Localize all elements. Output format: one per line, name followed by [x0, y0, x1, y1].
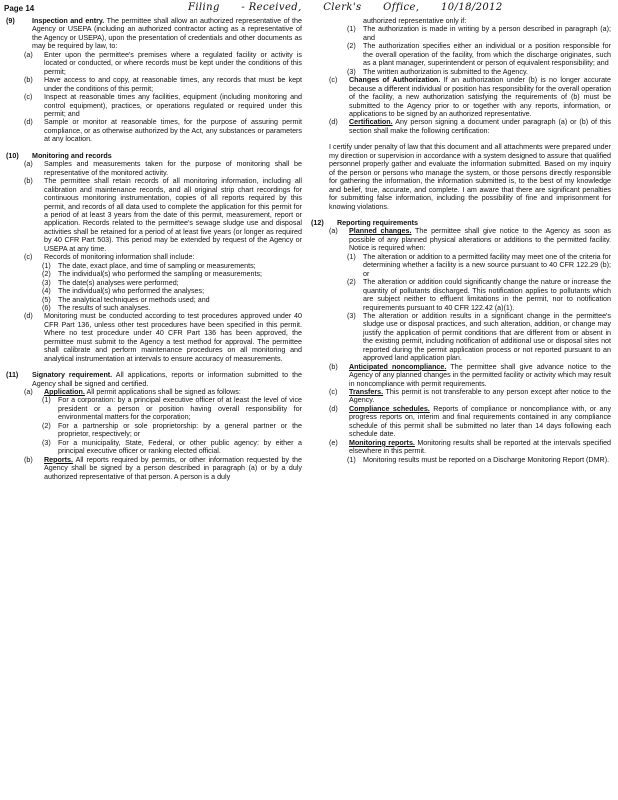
section-11b-heading: Reports.: [44, 455, 73, 464]
section-10b-label: (b): [24, 177, 33, 186]
list-item-text: The alteration or addition results in a significant change in the permittee's sludge use or disposal practices, and such alteration, addition, or change may justify the application of permit conditions that are different from or absent in the existing permit, including notification of additional use or disposal sites not reported during the permit application process or not reported pursuant to an approved land application plan.: [363, 311, 611, 363]
section-10d: [6, 312, 302, 363]
stamp-received: - Received,: [241, 2, 302, 13]
list-item-text: For a partnership or sole proprietorship: by a general partner or the proprietor, respectively; or: [58, 421, 302, 439]
certification-statement: I certify under penalty of law that this document and all attachments were prepared under my direction or supervision in accordance with a system designed to assure that qualified personnel properly gather and evaluate the information submitted. Based on my inquiry of the person or persons who manage the system, or those persons directly responsible for gathering the information, the information submitted is, to the best of my knowledge and belief, true, accurate, and complete. I am aware that there are significant penalties for submitting false information, including the possibility of fine and imprisonment for knowing violations.: [329, 143, 611, 211]
section-11d-label: (d): [329, 118, 338, 127]
list-item-text: The authorization is made in writing by a person described in paragraph (a); and: [363, 25, 611, 42]
left-column: [6, 17, 302, 481]
list-item-text: The date(s) analyses were performed;: [58, 278, 179, 287]
section-11b-label: (b): [24, 455, 33, 464]
section-11: [6, 371, 302, 388]
section-11a-text: All permit applications shall be signed as follows:: [86, 388, 241, 397]
section-12b-label: (b): [329, 362, 338, 371]
stamp-date: 10/18/2012: [441, 2, 503, 13]
section-9-number: (9): [6, 17, 15, 25]
section-12c-label: (c): [329, 388, 338, 397]
list-item-label: (3): [42, 278, 51, 287]
section-10-heading: Monitoring and records: [32, 151, 112, 160]
section-10d-label: (d): [24, 312, 33, 321]
section-12d-label: (d): [329, 404, 338, 413]
section-12d: [311, 405, 611, 439]
list-item-text: The date, exact place, and time of sampling or measurements;: [58, 261, 256, 270]
section-12c: [311, 388, 611, 405]
list-item-label: (3): [347, 67, 356, 76]
section-12e-label: (e): [329, 438, 338, 447]
section-12c-text: This permit is not transferable to any person except after notice to the Agency.: [349, 388, 611, 405]
list-item-text: The analytical techniques or methods used; and: [58, 295, 210, 304]
filing-stamp: [188, 2, 608, 13]
section-12a: [311, 227, 611, 252]
list-item-label: (2): [42, 421, 51, 430]
list-item-label: (1): [42, 261, 51, 270]
right-column: [311, 17, 611, 464]
list-item-label: (2): [347, 278, 356, 287]
section-11b-text: All reports required by permits, or other information requested by the Agency shall be signed by a person described in paragraph (a) or by a duly authorized representative of that person. A person is a duly: [44, 455, 302, 481]
list-item-label: (2): [347, 42, 356, 51]
list-item-text: The alteration or addition could significantly change the nature or increase the quantity of pollutants discharged. This notification applies to pollutants which are subject neither to effluent limitations in the permit, nor to notification requirements pursuant to 40 CFR 122.42 (a)(1).: [363, 278, 611, 312]
section-11-number: (11): [6, 371, 19, 380]
page-number: Page 14: [4, 4, 35, 13]
section-12b-heading: Anticipated noncompliance.: [349, 362, 447, 371]
list-item: [6, 270, 302, 278]
section-9: [6, 17, 302, 51]
section-11a: [6, 388, 302, 396]
section-12d-heading: Compliance schedules.: [349, 404, 430, 413]
section-12a-label: (a): [329, 227, 338, 236]
stamp-clerks: Clerk's: [323, 2, 362, 13]
section-10a: [6, 160, 302, 177]
list-item-text: Monitoring results must be reported on a Discharge Monitoring Report (DMR).: [363, 455, 610, 464]
list-item-text: For a corporation: by a principal executive officer of at least the level of vice president or a person or position having overall responsibility for environmental matters for the corporation;: [58, 396, 302, 422]
list-item: [311, 25, 611, 42]
section-10d-text: Monitoring must be conducted according to test procedures approved under 40 CFR Part 136, unless other test procedures have been specified in this permit. Where no test procedure under 40 CFR Part 136 has been approved, the permittee must submit to the Agency a test method for approval. The permittee shall calibrate and perform maintenance procedures on all monitoring and analytical instrumentation at intervals to ensure accuracy of measurements.: [44, 312, 302, 363]
section-9b-text: Have access to and copy, at reasonable times, any records that must be kept under the conditions of this permit;: [44, 76, 302, 93]
section-9d: [6, 118, 302, 143]
section-9-text: The permittee shall allow an authorized representative of the Agency or USEPA (including an authorized contractor acting as a representative of the Agency or USEPA), upon the presentation of credentials and other documents as may be required by law, to:: [32, 17, 302, 51]
section-12-number: (12): [311, 218, 324, 227]
list-item-label: (1): [347, 252, 356, 261]
section-11a-heading: Application.: [44, 388, 85, 397]
section-12b: [311, 363, 611, 388]
list-item: [311, 42, 611, 67]
list-item: [311, 278, 611, 312]
section-9c-label: (c): [24, 93, 33, 102]
section-11-heading: Signatory requirement.: [32, 371, 113, 380]
section-11b: [6, 456, 302, 481]
section-10b: [6, 177, 302, 253]
section-11c-heading: Changes of Authorization.: [349, 76, 441, 85]
list-item-label: (3): [42, 438, 51, 447]
list-item: [311, 312, 611, 363]
section-10c: [6, 253, 302, 261]
section-9c-text: Inspect at reasonable times any facilities, equipment (including monitoring and control equipment), practices, or operations regulated or required under this permit; and: [44, 93, 302, 118]
section-10b-text: The permittee shall retain records of all monitoring information, including all calibration and maintenance records, and all original strip chart recordings for continuous monitoring instrumentation, copies of all reports required by this permit, and records of all data used to complete the application for this permit for a period of at least 3 years from the date of this permit, measurement, report or application. Records related to the permittee's sewage sludge use and disposal activities shall be retained for a period of at least five years (or longer as required by 40 CFR Part 503). This period may be extended by request of the Agency or USEPA at any time.: [44, 177, 302, 253]
list-item-text: For a municipality, State, Federal, or other public agency: by either a principal executive officer or ranking elected official.: [58, 438, 302, 456]
section-9b: [6, 76, 302, 93]
section-10a-label: (a): [24, 160, 33, 169]
list-item-text: The alteration or addition to a permitted facility may meet one of the criteria for determining whether a facility is a new source pursuant to 40 CFR 122.29 (b); or: [363, 252, 611, 278]
section-10: [6, 152, 302, 160]
section-11c-text: If an authorization under (b) is no longer accurate because a different individual or position has responsibility for the overall operation of the facility, a new authorization satisfying the requirements of (b) must be submitted to the Agency prior to or together with any reports, information, or applications to be signed by an authorized representative.: [349, 76, 612, 118]
list-item: [6, 296, 302, 304]
list-item: [6, 304, 302, 312]
section-12b-text: The permittee shall give advance notice to the Agency of any planned changes in the permitted facility or activity which may result in noncompliance with permit requirements.: [349, 362, 611, 388]
section-11d: [311, 118, 611, 135]
list-item-text: The individual(s) who performed the analyses;: [58, 287, 205, 296]
section-9c: [6, 93, 302, 118]
section-10c-text: Records of monitoring information shall include:: [44, 253, 195, 262]
section-12e: [311, 439, 611, 456]
list-item: [311, 68, 611, 76]
section-9a-text: Enter upon the permittee's premises where a regulated facility or activity is located or conducted, or where records must be kept under the conditions of this permit;: [44, 50, 302, 76]
list-item: [311, 456, 611, 464]
list-item: [6, 287, 302, 295]
section-9d-text: Sample or monitor at reasonable times, for the purpose of assuring permit compliance, or as otherwise authorized by the Act, any substances or parameters at any location.: [44, 118, 302, 144]
list-item: [311, 17, 611, 25]
section-12a-heading: Planned changes.: [349, 227, 412, 236]
section-9d-label: (d): [24, 118, 33, 127]
list-item-text: The authorization specifies either an individual or a position responsible for the overall operation of the facility, from which the discharge originates, such as a plant manager, superintendent or person of equivalent responsibility; and: [363, 42, 611, 68]
list-item-label: (1): [42, 396, 51, 405]
section-11d-heading: Certification.: [349, 118, 393, 127]
section-12-heading: Reporting requirements: [337, 218, 418, 227]
section-9a: [6, 51, 302, 76]
section-11c: [311, 76, 611, 118]
section-12e-heading: Monitoring reports.: [349, 438, 415, 447]
section-12c-heading: Transfers.: [349, 388, 384, 397]
list-item-text: authorized representative only if:: [363, 17, 467, 25]
section-11d-text: Any person signing a document under paragraph (a) or (b) of this section shall make the following certification:: [349, 118, 612, 135]
stamp-filing: Filing: [188, 2, 220, 13]
list-item-label: (3): [347, 311, 356, 320]
list-item-text: The individual(s) who performed the sampling or measurements;: [58, 270, 262, 279]
list-item-text: The results of such analyses.: [58, 303, 151, 312]
list-item-label: (1): [347, 455, 356, 464]
list-item: [6, 439, 302, 456]
list-item: [6, 422, 302, 439]
section-12: [311, 219, 611, 227]
section-12e-text: Monitoring results shall be reported at the intervals specified elsewhere in this permit.: [349, 438, 612, 456]
section-9b-label: (b): [24, 76, 33, 85]
list-item-label: (5): [42, 295, 51, 304]
section-12a-text: The permittee shall give notice to the Agency as soon as possible of any planned physical alterations or additions to the permitted facility. Notice is required when:: [349, 227, 611, 253]
section-10a-text: Samples and measurements taken for the purpose of monitoring shall be representative of the monitored activity.: [44, 160, 302, 177]
section-11a-label: (a): [24, 388, 33, 397]
list-item: [6, 396, 302, 421]
list-item: [6, 262, 302, 270]
list-item-text: The written authorization is submitted to the Agency.: [363, 67, 528, 76]
list-item: [311, 253, 611, 278]
section-11-text: All applications, reports or information submitted to the Agency shall be signed and certified.: [32, 371, 302, 388]
list-item-label: (2): [42, 270, 51, 279]
section-11c-label: (c): [329, 76, 338, 85]
section-12d-text: Reports of compliance or noncompliance with, or any progress reports on, interim and final requirements contained in any compliance schedule of this permit shall be submitted no later than 14 days following each schedule date.: [349, 404, 612, 439]
section-9a-label: (a): [24, 50, 33, 59]
list-item: [6, 279, 302, 287]
list-item-label: (4): [42, 287, 51, 296]
stamp-office: Office,: [383, 2, 420, 13]
section-10c-label: (c): [24, 253, 33, 262]
list-item-label: (6): [42, 303, 51, 312]
section-9-heading: Inspection and entry.: [32, 17, 105, 25]
section-10-number: (10): [6, 151, 19, 160]
list-item-label: (1): [347, 25, 356, 34]
